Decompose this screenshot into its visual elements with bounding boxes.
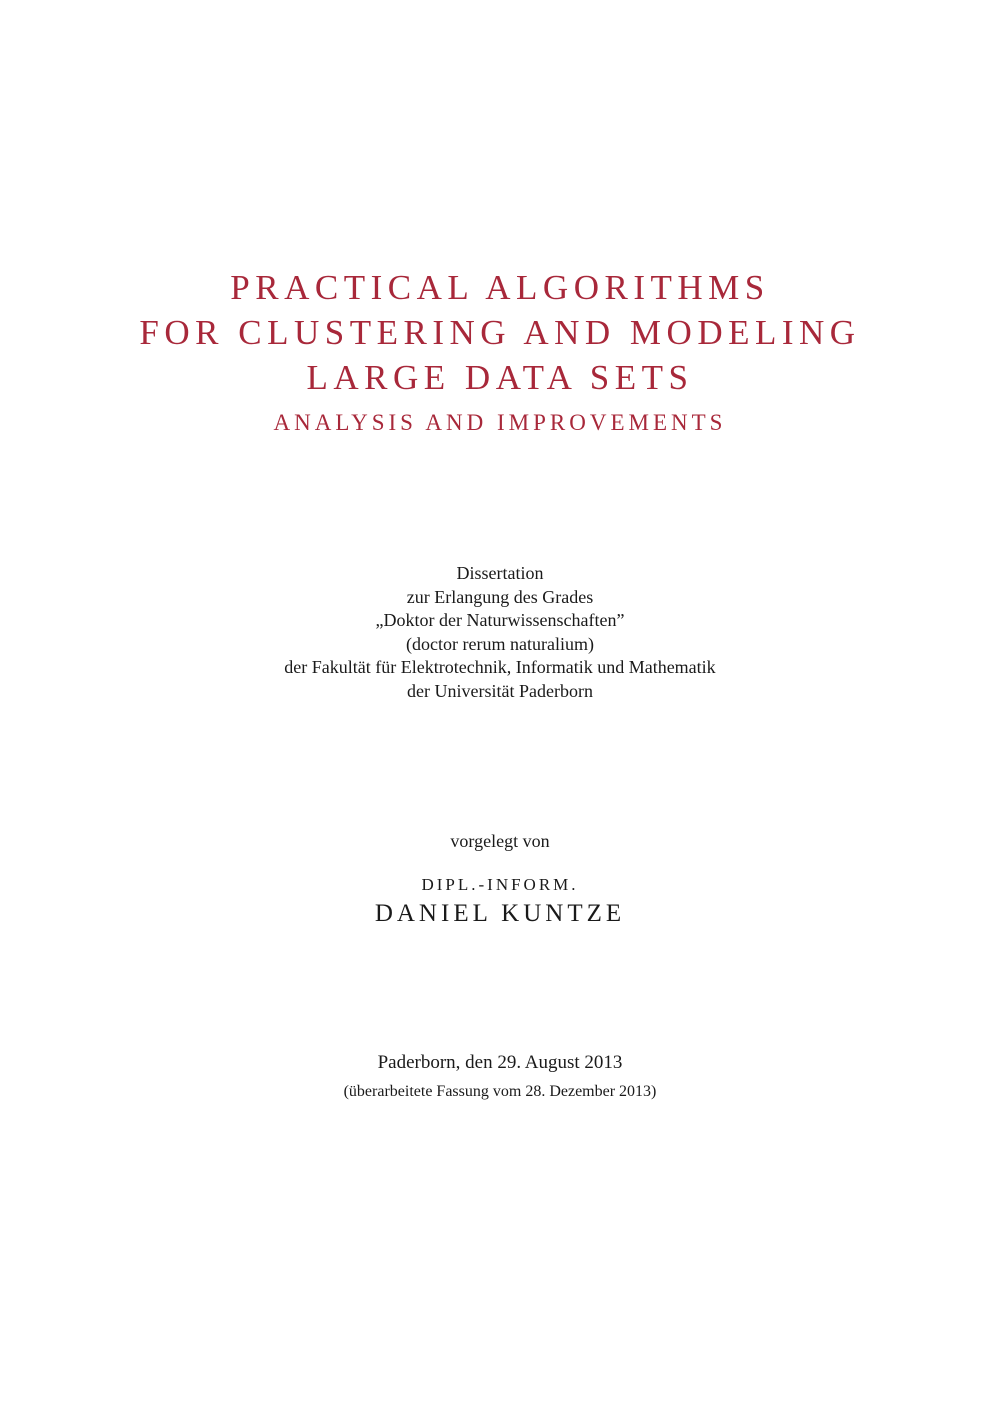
dissertation-line-3: „Doktor der Naturwissenschaften” [375,610,625,630]
author-degree: DIPL.-INFORM. [421,875,579,894]
title-line-2: FOR CLUSTERING AND MODELING [139,313,861,352]
dissertation-statement [0,562,1000,703]
title-line-1: PRACTICAL ALGORITHMS [230,268,770,307]
dissertation-line-1: Dissertation [456,563,544,583]
place-date: Paderborn, den 29. August 2013 [377,1052,623,1073]
title-line-3: LARGE DATA SETS [306,358,694,397]
submitted-by: vorgelegt von [450,831,550,851]
dissertation-line-6: der Universität Paderborn [407,680,593,701]
dissertation-line-2: zur Erlangung des Grades [406,586,594,607]
revision-note: (überarbeitete Fassung vom 28. Dezember 2013) [343,1083,657,1100]
subtitle: ANALYSIS AND IMPROVEMENTS [273,410,727,435]
title-block [0,265,1000,438]
dissertation-line-5: der Fakultät für Elektrotechnik, Informatik und Mathematik [284,657,716,677]
dissertation-line-4: (doctor rerum naturalium) [406,633,594,654]
author-name: DANIEL KUNTZE [374,900,626,927]
